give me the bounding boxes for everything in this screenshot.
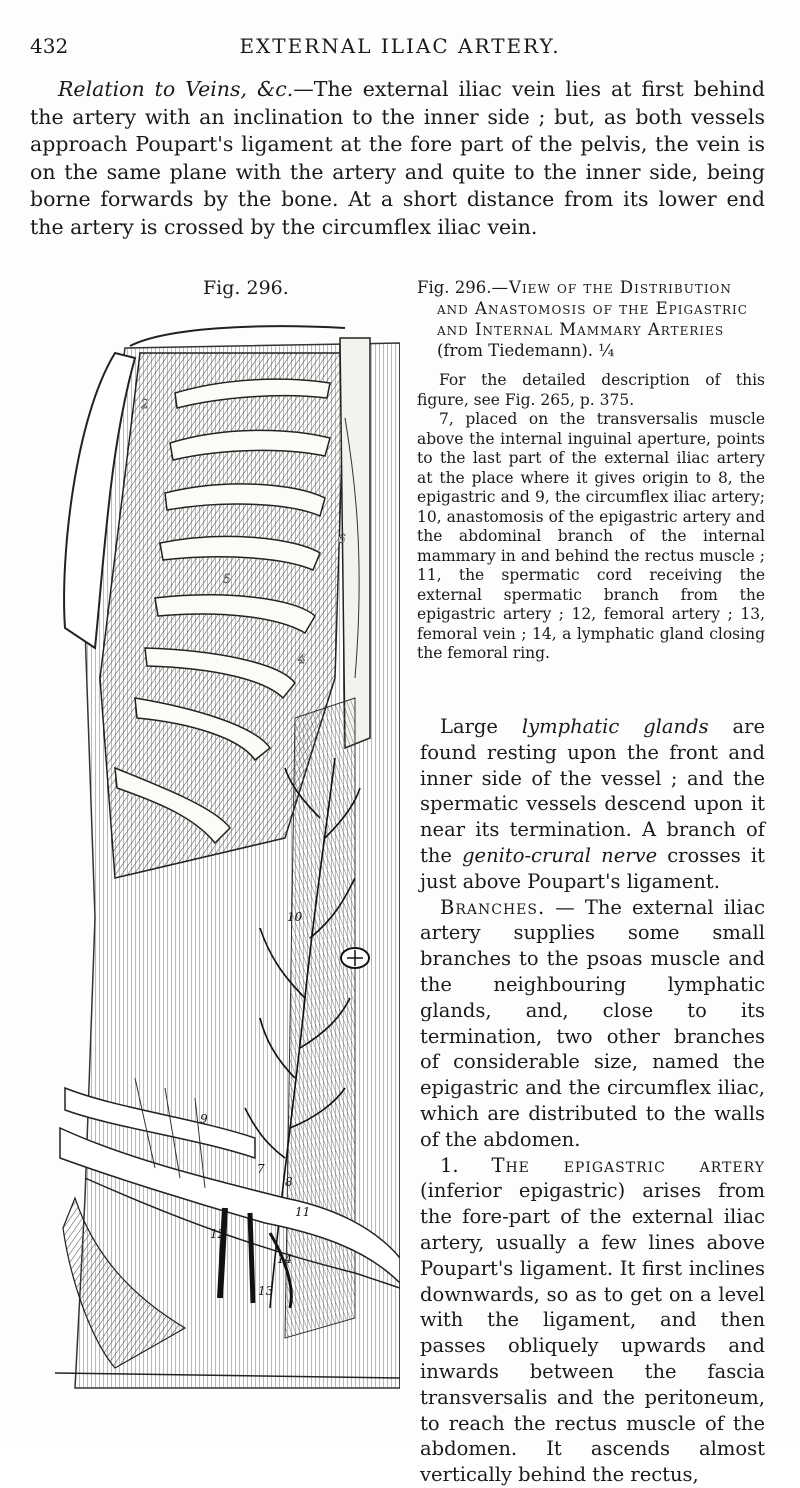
caption-title-text: —View of the Distribution and Anastomosis of the Epigastric and Internal Mammary Arteries	[437, 278, 748, 339]
fig-num-9: 9	[200, 1112, 208, 1126]
body-p2-text: — The external iliac artery supplies some small branches to the psoas muscle and the neighbouring lymphatic glands, and, close to its termination, two other branches of considerable size, named the epigastric and the circumflex iliac, which are distributed to the walls of the abdomen.	[420, 895, 765, 1151]
anatomical-illustration	[55, 298, 400, 1418]
body-p1-em-lymphatic: lymphatic glands	[521, 715, 709, 738]
fig-num-6: 6	[338, 532, 346, 546]
epigastric-heading: The epigastric artery	[491, 1153, 766, 1177]
fig-num-7: 7	[257, 1162, 265, 1176]
intro-text: —The external iliac vein lies at first behind the artery with an inclination to the inner side ; but, as both vessels approach Poupart's ligament at the fore part of the pelvis, the vein is on the same plane with the artery and quite to the inner side, being borne forwards by the bone. At a short distance from its lower end the artery is crossed by the circumflex iliac vein.	[30, 77, 766, 239]
body-p1-end: crosses it just above Poupart's ligament.	[420, 843, 765, 893]
body-text	[420, 714, 765, 1488]
caption-para-2: 7, placed on the transversalis muscle above the internal inguinal aperture, points to the last part of the external iliac artery at the place where it gives origin to 8, the epigastric and 9, the circumflex iliac artery; 10, anastomosis of the epigastric artery and the abdominal branch of the internal mammary in and behind the rectus muscle ; 11, the spermatic cord receiving the external spermatic branch from the epigastric artery ; 12, femoral artery ; 13, femoral vein ; 14, a lymphatic gland closing the femoral ring.	[417, 410, 765, 662]
fig-num-4: 4	[298, 652, 306, 666]
fig-num-5: 5	[223, 572, 231, 586]
fig-num-10: 10	[287, 910, 303, 924]
body-p3-num: 1.	[440, 1153, 492, 1177]
body-p3-text: (inferior epigastric) arises from the fore-part of the external iliac artery, usually a few lines above Poupart's ligament. It first inclines downwards, so as to get on a level with the ligament, and then passes obliquely upwards and inwards between the fascia transversalis and the peritoneum, to reach the rectus muscle of the abdomen. It ascends almost vertically behind the rectus,	[420, 1179, 765, 1487]
body-para-3	[420, 1153, 765, 1488]
caption-source: (from Tiedemann). ¼	[437, 341, 615, 360]
running-head	[30, 34, 770, 58]
illustration-svg	[55, 298, 400, 1418]
intro-lead: Relation to Veins, &c.	[58, 77, 294, 101]
fig-num-13: 13	[258, 1284, 274, 1298]
caption-fig-ref: Fig. 296.	[417, 278, 492, 297]
body-p1-start: Large	[440, 715, 522, 738]
caption-body	[417, 371, 765, 664]
fig-num-2: 2	[141, 397, 149, 411]
fig-num-12: 12	[210, 1227, 226, 1241]
fig-num-11: 11	[295, 1205, 311, 1219]
figure-caption	[417, 277, 765, 664]
fig-num-14: 14	[277, 1252, 293, 1266]
fig-num-8: 8	[285, 1175, 293, 1189]
page-number: 432	[30, 34, 69, 58]
body-p1-em-nerve: genito-crural nerve	[462, 843, 658, 867]
body-p1-mid: are found resting upon the front and inner side of the vessel ; and the spermatic vessels descend upon it near its termination. A branch of the	[420, 715, 766, 867]
caption-title	[417, 277, 765, 361]
body-para-2	[420, 895, 765, 1153]
intro-paragraph	[30, 76, 765, 241]
branches-heading: Branches.	[440, 895, 546, 919]
figure-label: Fig. 296.	[203, 277, 289, 299]
running-title: EXTERNAL ILIAC ARTERY.	[239, 34, 561, 58]
body-para-1	[420, 714, 765, 895]
caption-para-1: For the detailed description of this figure, see Fig. 265, p. 375.	[417, 371, 765, 409]
